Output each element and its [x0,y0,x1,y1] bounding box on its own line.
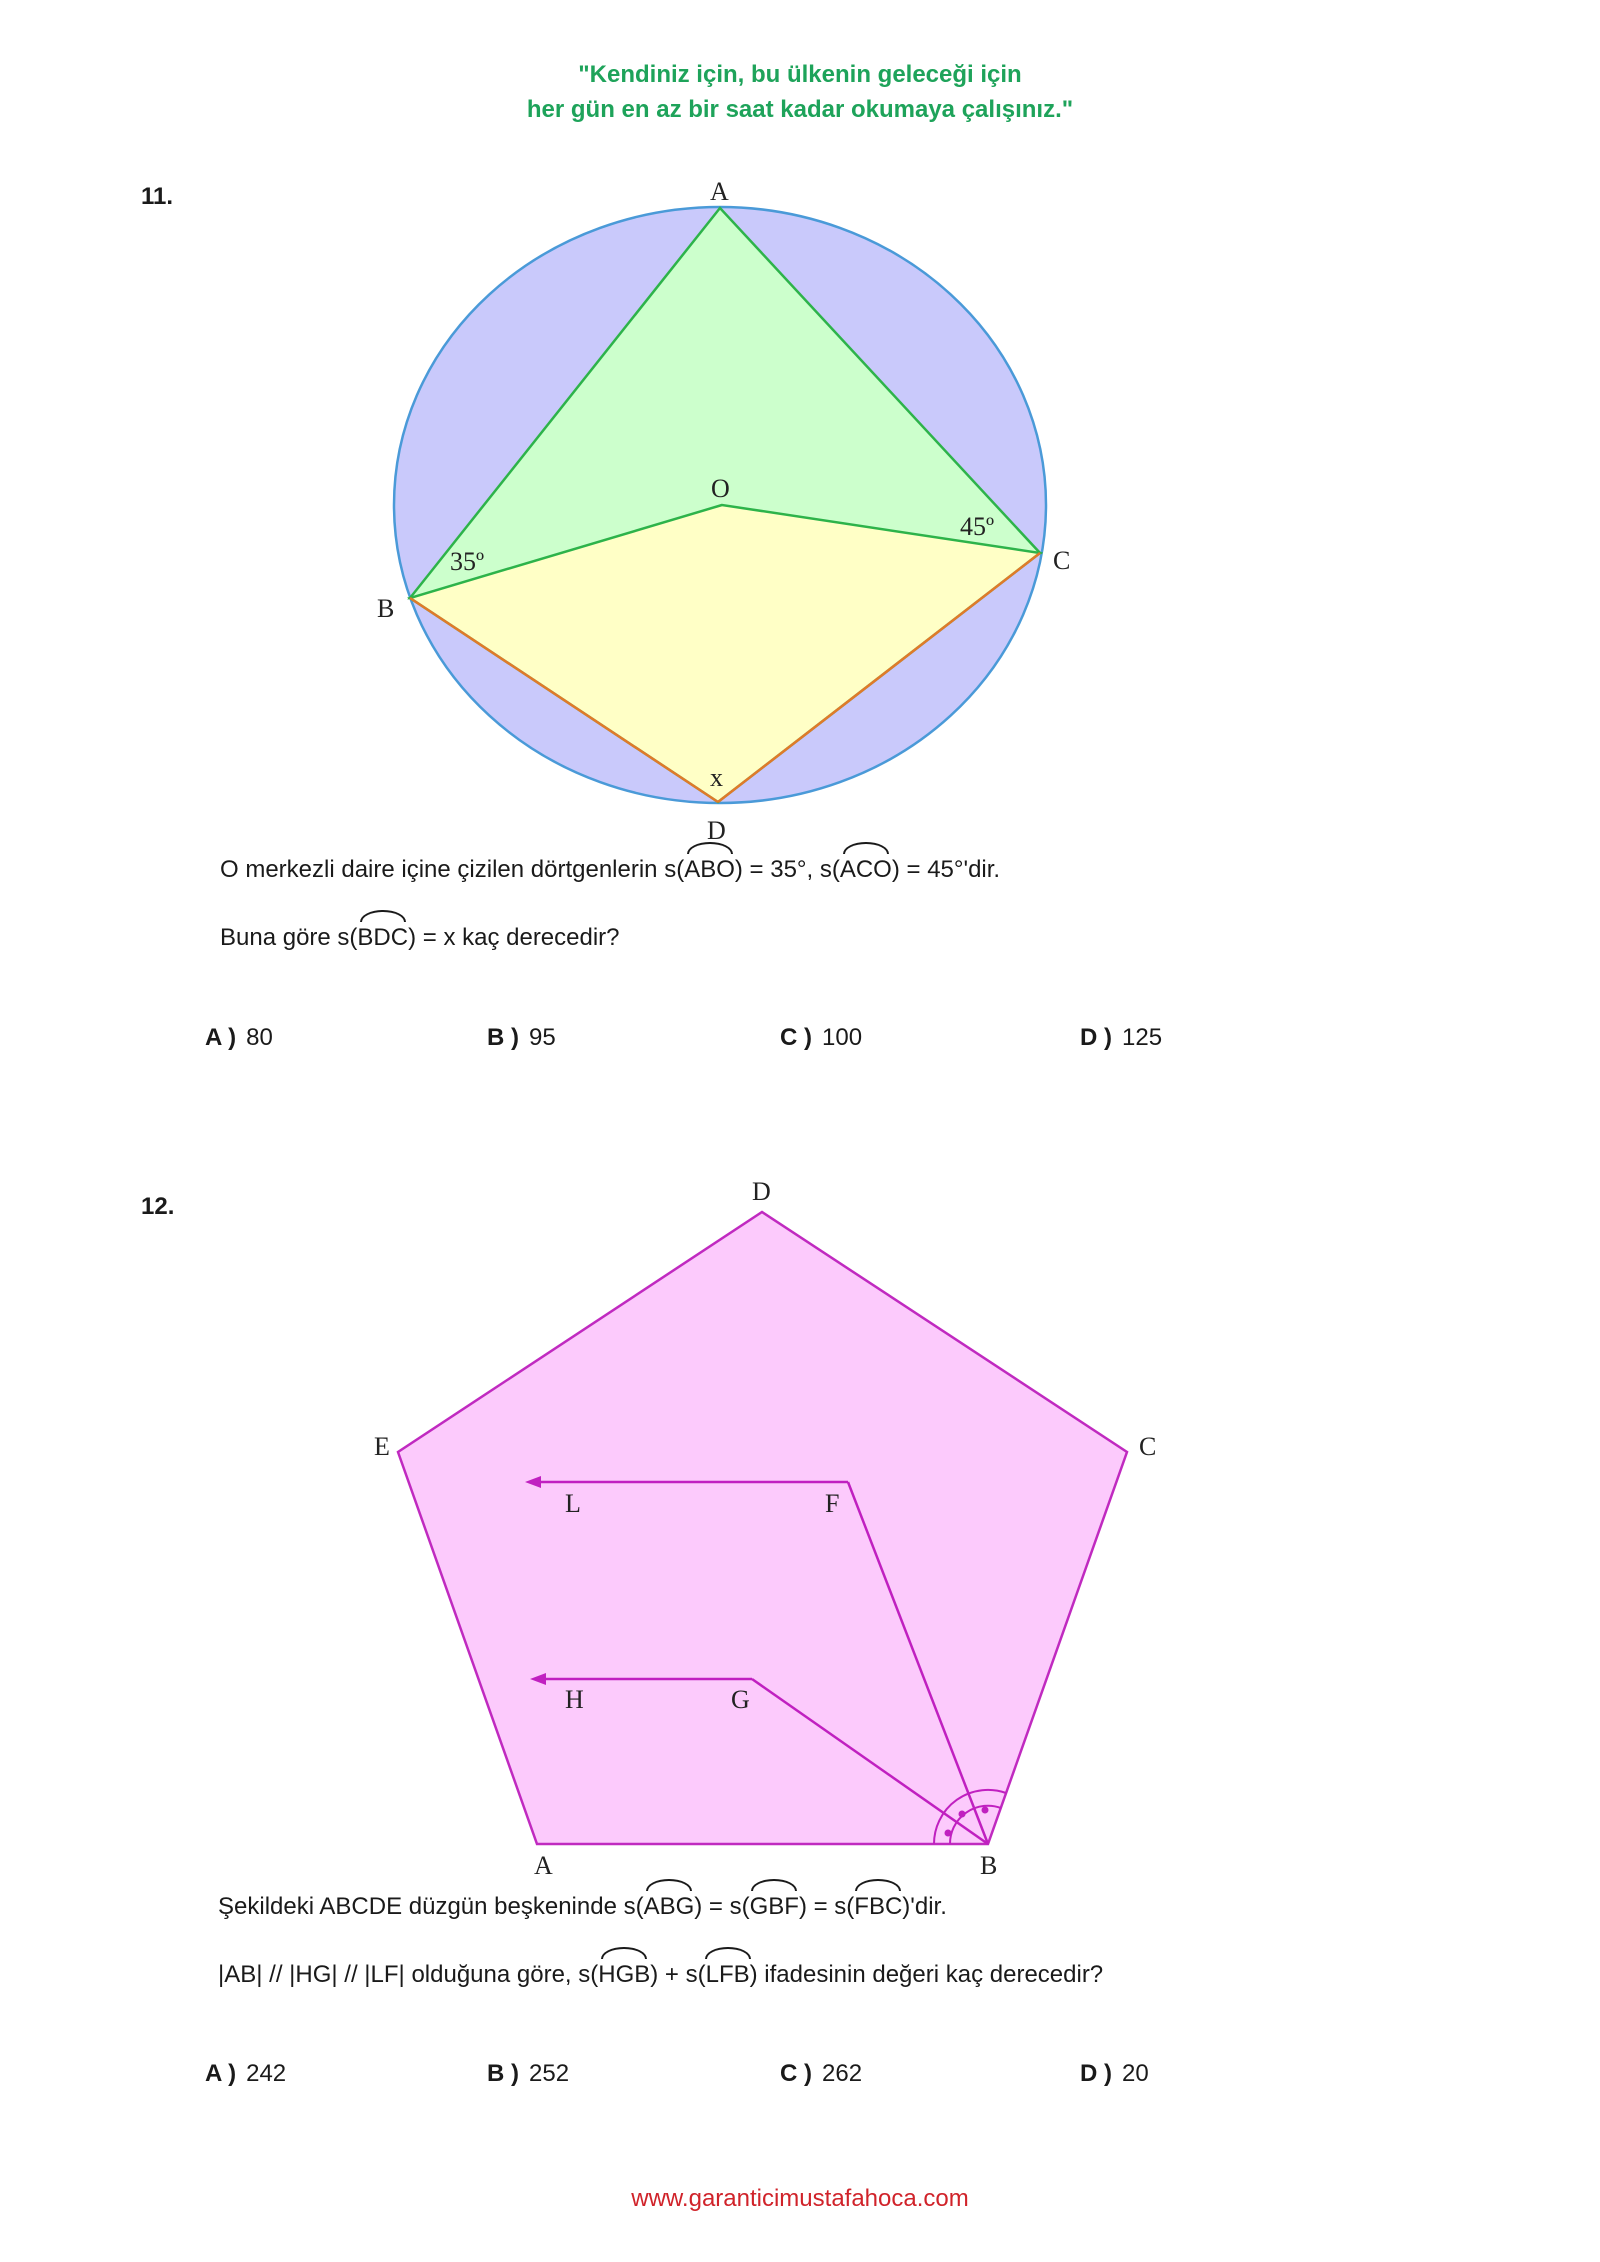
q11-option-a[interactable]: A ) 80 [205,1024,273,1051]
q12-label-C: C [1139,1432,1157,1461]
q11-label-O: O [711,474,730,503]
q11-arc-ACO: ACO [839,856,892,883]
q12-label-L: L [565,1489,581,1518]
q12-option-b[interactable]: B ) 252 [487,2060,570,2087]
q12-option-a[interactable]: A ) 242 [205,2060,287,2087]
q11-label-x: x [710,763,723,792]
q12-arc-ABG: ABG [643,1893,695,1920]
q12-label-D: D [752,1177,771,1206]
q12-label-H: H [565,1685,584,1714]
q11-angle-45: 45º [960,512,995,541]
q12-question: |AB| // |HG| // |LF| olduğuna göre, s(HGB) + s(LFB) ifadesinin değeri kaç derecedir? [218,1961,1104,1988]
footer-website-link[interactable]: www.garanticimustafahoca.com [631,2185,969,2212]
q12-label-A: A [534,1851,553,1880]
q12-figure [0,1170,1600,1880]
q11-option-b[interactable]: B ) 95 [487,1024,556,1051]
q12-arc-FBC: FBC [854,1893,903,1920]
q12-option-c[interactable]: C ) 262 [780,2060,863,2087]
q12-arc-GBF: GBF [749,1893,799,1920]
q11-arc-BDC: BDC [357,924,409,951]
q12-arc-HGB: HGB [598,1961,651,1988]
question-11-number: 11. [141,183,174,210]
q11-arc-ABO: ABO [684,856,735,883]
q12-angle-dot-1 [945,1830,952,1837]
quote-line-2: her gün en az bir saat kadar okumaya çalışınız." [526,96,1074,123]
q12-label-E: E [374,1432,390,1461]
q12-label-F: F [825,1489,840,1518]
q11-statement: O merkezli daire içine çizilen dörtgenlerin s(ABO) = 35°, s(ACO) = 45°'dir. [220,856,1001,883]
q12-statement: Şekildeki ABCDE düzgün beşkeninde s(ABG) = s(GBF) = s(FBC)'dir. [218,1893,947,1920]
quote-line-1: "Kendiniz için, bu ülkenin geleceği için [578,61,1022,88]
q12-label-G: G [731,1685,750,1714]
q12-arc-LFB: LFB [705,1961,750,1988]
q11-figure [0,0,1600,860]
q12-angle-dot-3 [982,1807,989,1814]
q11-option-c[interactable]: C ) 100 [780,1024,863,1051]
q12-angle-dot-2 [959,1811,966,1818]
q11-label-B: B [377,594,395,623]
question-12-number: 12. [141,1193,175,1220]
q11-label-A: A [710,177,729,206]
q12-option-d[interactable]: D ) 20 [1080,2060,1149,2087]
q11-question: Buna göre s(BDC) = x kaç derecedir? [220,924,620,951]
q12-label-B: B [980,1851,998,1880]
q11-label-D: D [707,816,726,845]
q11-option-d[interactable]: D ) 125 [1080,1024,1163,1051]
q12-pentagon [398,1212,1127,1844]
q11-angle-35: 35º [450,547,485,576]
q11-label-C: C [1053,546,1071,575]
